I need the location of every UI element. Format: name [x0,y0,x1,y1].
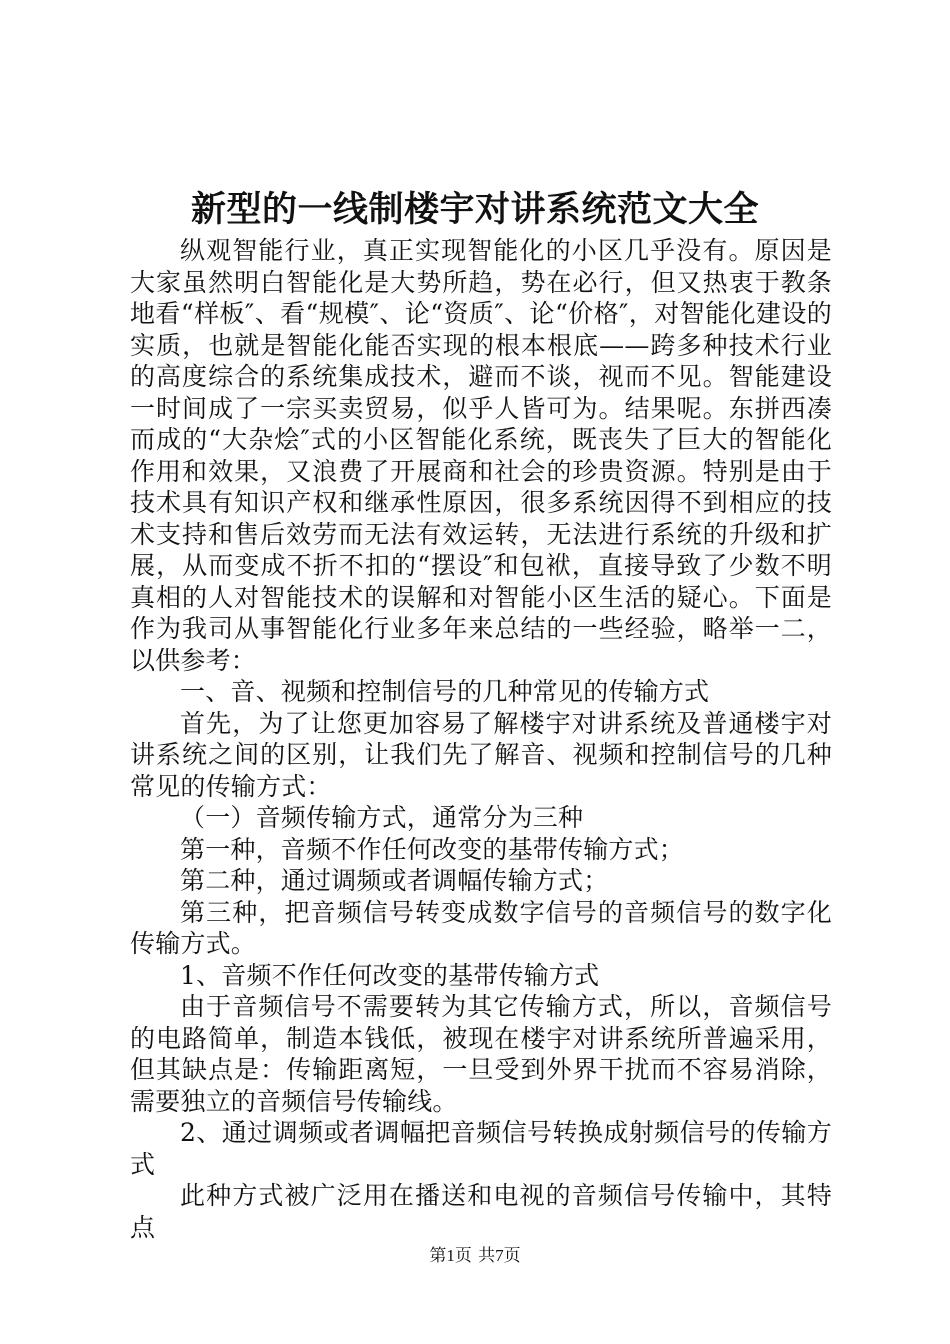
paragraph: 由于音频信号不需要转为其它传输方式，所以，音频信号的电路简单，制造本钱低，被现在楼宇对讲系统所普遍采用，但其缺点是：传输距离短，一旦受到外界干扰而不容易消除，需要独立的音频信号传输线。 [130,992,832,1116]
page-number: 第1页 [429,1246,472,1265]
list-item: 第一种，音频不作任何改变的基带传输方式； [180,834,685,864]
paragraph: 首先，为了让您更加容易了解楼宇对讲系统及普通楼宇对讲系统之间的区别，让我们先了解音、视频和控制信号的几种常见的传输方式： [130,708,832,801]
paragraph: 此种方式被广泛用在播送和电视的音频信号传输中，其特点 [130,1181,832,1242]
page-total: 共7页 [478,1246,521,1265]
numbered-heading-1: 1、音频不作任何改变的基带传输方式 [180,960,600,990]
list-item: 第二种，通过调频或者调幅传输方式； [180,866,609,895]
page-title: 新型的一线制楼宇对讲系统范文大全 [190,189,759,230]
page-footer [0,1244,950,1268]
paragraph-intro: 纵观智能行业，真正实现智能化的小区几乎没有。原因是大家虽然明白智能化是大势所趋，势在必行，但又热衷于教条地看“样板″、看“规模″、论“资质″、论“价格″，对智能化建设的实质，也就是智能化能否实现的根本根底——跨多种技术行业的高度综合的系统集成技术，避而不谈，视而不见。智能建设一时间成了一宗买卖贸易，似乎人皆可为。结果呢。东拼西凑而成的“大杂烩″式的小区智能化系统，既丧失了巨大的智能化作用和效果，又浪费了开展商和社会的珍贵资源。特别是由于技术具有知识产权和继承性原因，很多系统因得不到相应的技术支持和售后效劳而无法有效运转，无法进行系统的升级和扩展，从而变成不折不扣的“摆设″和包袱，直接导致了少数不明真相的人对智能技术的误解和对智能小区生活的疑心。下面是作为我司从事智能化行业多年来总结的一些经验，略举一二，以供参考： [130,236,832,675]
numbered-heading-2: 2、通过调频或者调幅把音频信号转换成射频信号的传输方式 [130,1118,832,1179]
section-heading-1: 一、音、视频和控制信号的几种常见的传输方式 [180,677,710,706]
subsection-heading: （一）音频传输方式，通常分为三种 [180,803,584,832]
document-body [130,235,832,1243]
list-item: 第三种，把音频信号转变成数字信号的音频信号的数字化传输方式。 [130,897,832,958]
